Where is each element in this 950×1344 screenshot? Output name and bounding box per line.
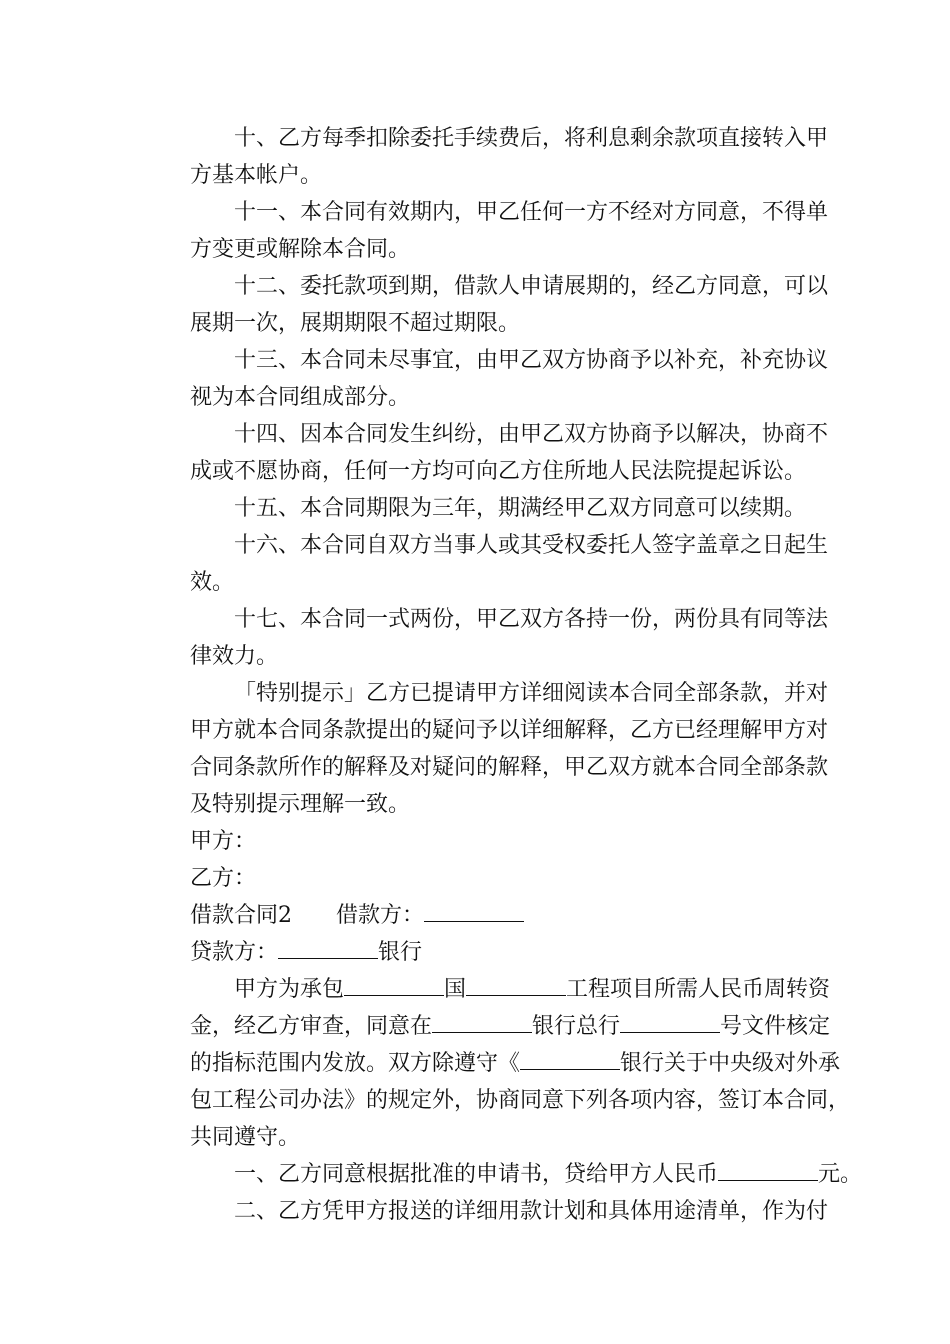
lender-line bbox=[146, 934, 806, 971]
signature-block bbox=[146, 823, 806, 897]
intro-line-3-b: 银行关于中央级对外承 bbox=[620, 1051, 841, 1076]
clause-16-line-2: 效。 bbox=[190, 570, 235, 595]
item-1-amount-blank bbox=[718, 1160, 818, 1181]
clause-17-line-1: 十七、本合同一式两份，甲乙双方各持一份，两份具有同等法 bbox=[234, 607, 829, 632]
special-notice bbox=[146, 675, 829, 823]
clause-13 bbox=[146, 342, 829, 416]
item-1-line bbox=[146, 1156, 863, 1193]
contract-2-intro bbox=[146, 971, 851, 1156]
intro-line-1-b: 国 bbox=[444, 977, 467, 1002]
intro-blank-1 bbox=[344, 975, 444, 996]
clause-16 bbox=[146, 527, 829, 601]
party-a-label: 甲方： bbox=[190, 829, 257, 854]
clause-list bbox=[146, 120, 829, 823]
clause-14 bbox=[146, 416, 829, 490]
intro-blank-4 bbox=[620, 1012, 720, 1033]
clause-16-line-1: 十六、本合同自双方当事人或其受权委托人签字盖章之日起生 bbox=[234, 533, 829, 558]
intro-line-3-a: 的指标范围内发放。双方除遵守《 bbox=[190, 1051, 521, 1076]
party-b-signature bbox=[146, 860, 806, 897]
special-notice-line-1: 「特别提示」乙方已提请甲方详细阅读本合同全部条款，并对 bbox=[234, 681, 829, 706]
intro-line-2-c: 号文件核定 bbox=[720, 1014, 831, 1039]
special-notice-line-3: 合同条款所作的解释及对疑问的解释，甲乙双方就本合同全部条款 bbox=[190, 755, 829, 780]
contract-2-heading bbox=[146, 897, 806, 934]
document-page bbox=[146, 120, 863, 1230]
clause-14-line-1: 十四、因本合同发生纠纷，由甲乙双方协商予以解决，协商不 bbox=[234, 422, 829, 447]
clause-17 bbox=[146, 601, 829, 675]
intro-line-1 bbox=[146, 971, 831, 1008]
clause-10-line-1: 十、乙方每季扣除委托手续费后，将利息剩余款项直接转入甲 bbox=[234, 126, 829, 151]
special-notice-line-2: 甲方就本合同条款提出的疑问予以详细解释，乙方已经理解甲方对 bbox=[190, 718, 829, 743]
intro-blank-5 bbox=[520, 1049, 620, 1070]
intro-line-1-a: 甲方为承包 bbox=[234, 977, 345, 1002]
item-2-line: 二、乙方凭甲方报送的详细用款计划和具体用途清单，作为付 bbox=[234, 1199, 829, 1224]
special-notice-line-4: 及特别提示理解一致。 bbox=[190, 792, 411, 817]
clause-15-line-1: 十五、本合同期限为三年，期满经甲乙双方同意可以续期。 bbox=[234, 496, 807, 521]
item-1-text: 一、乙方同意根据批准的申请书，贷给甲方人民币 bbox=[234, 1162, 719, 1187]
clause-11 bbox=[146, 194, 829, 268]
intro-line-5: 共同遵守。 bbox=[190, 1125, 301, 1150]
clause-10 bbox=[146, 120, 829, 194]
item-1-suffix: 元。 bbox=[818, 1162, 863, 1187]
intro-line-1-c: 工程项目所需人民币周转资 bbox=[566, 977, 831, 1002]
intro-line-4: 包工程公司办法》的规定外，协商同意下列各项内容，签订本合同， bbox=[190, 1088, 851, 1113]
contract-2-item-2 bbox=[146, 1193, 829, 1230]
lender-label: 贷款方： bbox=[190, 940, 279, 965]
lender-blank bbox=[278, 938, 378, 959]
borrower-blank bbox=[424, 901, 524, 922]
lender-suffix: 银行 bbox=[378, 940, 423, 965]
contract-2-item-1 bbox=[146, 1156, 863, 1193]
clause-17-line-2: 律效力。 bbox=[190, 644, 279, 669]
clause-11-line-2: 方变更或解除本合同。 bbox=[190, 237, 411, 262]
clause-12 bbox=[146, 268, 829, 342]
intro-blank-3 bbox=[432, 1012, 532, 1033]
clause-14-line-2: 成或不愿协商，任何一方均可向乙方住所地人民法院提起诉讼。 bbox=[190, 459, 807, 484]
intro-line-2-a: 金，经乙方审查，同意在 bbox=[190, 1014, 433, 1039]
clause-13-line-2: 视为本合同组成部分。 bbox=[190, 385, 411, 410]
intro-blank-2 bbox=[466, 975, 566, 996]
clause-12-line-2: 展期一次，展期期限不超过期限。 bbox=[190, 311, 521, 336]
intro-line-2-b: 银行总行 bbox=[532, 1014, 621, 1039]
clause-12-line-1: 十二、委托款项到期，借款人申请展期的，经乙方同意，可以 bbox=[234, 274, 829, 299]
contract-2 bbox=[146, 897, 863, 1230]
party-b-label: 乙方： bbox=[190, 866, 257, 891]
clause-11-line-1: 十一、本合同有效期内，甲乙任何一方不经对方同意，不得单 bbox=[234, 200, 829, 225]
clause-15 bbox=[146, 490, 806, 527]
intro-line-2 bbox=[146, 1008, 831, 1045]
contract-2-title: 借款合同2 bbox=[190, 903, 292, 928]
clause-13-line-1: 十三、本合同未尽事宜，由甲乙双方协商予以补充，补充协议 bbox=[234, 348, 829, 373]
party-a-signature bbox=[146, 823, 806, 860]
clause-10-line-2: 方基本帐户。 bbox=[190, 163, 323, 188]
borrower-label: 借款方： bbox=[336, 903, 425, 928]
intro-line-3 bbox=[146, 1045, 841, 1082]
